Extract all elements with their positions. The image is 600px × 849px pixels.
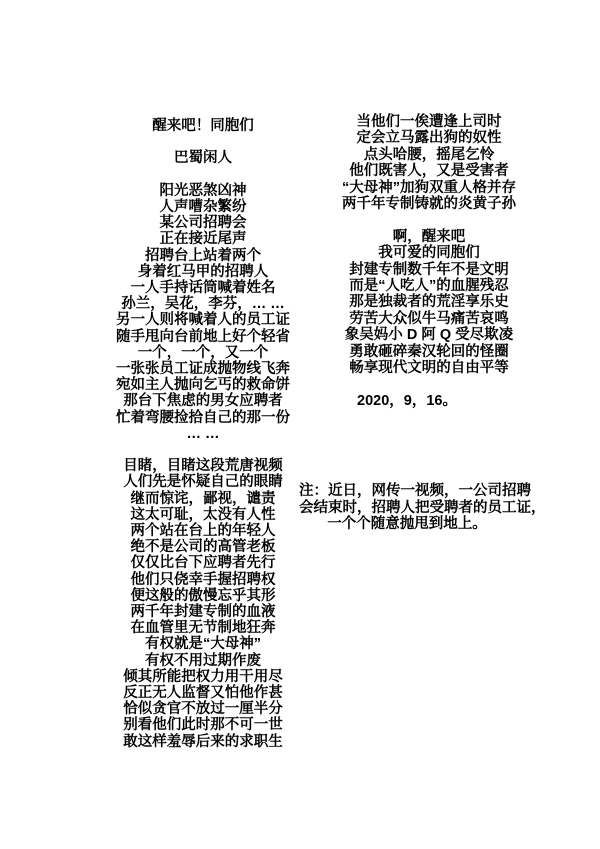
- note-block: [299, 483, 546, 533]
- poem-line: 人们先是怀疑自己的眼睛: [123, 474, 283, 491]
- poem-line: 仅仅比台下应聘者先行: [130, 555, 276, 572]
- poem-line: 随手甩向台前地上好个轻省: [116, 328, 290, 345]
- poem-line: 当他们一俟遭逢上司时: [356, 114, 502, 130]
- poem-line: 一张张员工证成抛物线飞奔: [116, 361, 290, 378]
- poem-line: 恰似贪官不放过一厘半分: [123, 701, 283, 718]
- poem-line: 阳光恶煞凶神: [159, 182, 247, 199]
- poem-line: 他们既害人，又是受害者: [349, 163, 509, 180]
- poem-line: 我可爱的同胞们: [378, 245, 480, 262]
- poem-author: 巴蜀闲人: [174, 150, 232, 167]
- right-column: [299, 114, 559, 533]
- note-line: 注：近日，网传一视频，一公司招聘: [299, 483, 531, 500]
- poem-line: 劳苦大众似牛马痛苦哀鸣: [349, 310, 509, 327]
- poem-line: 那台下焦虑的男女应聘者: [123, 393, 283, 410]
- poem-line: 敢这样羞辱后来的求职生: [123, 733, 283, 750]
- poem-line: 有权就是“大母神”: [145, 636, 261, 653]
- poem-line: 倾其所能把权力用干用尽: [123, 668, 283, 685]
- poem-line: 两千年封建专制的血液: [130, 604, 276, 621]
- poem-line: 身着红马甲的招聘人: [137, 263, 269, 280]
- poem-line: 招聘台上站着两个: [145, 247, 261, 264]
- stanza-4: [299, 229, 559, 377]
- date-line: 2020，9，16。: [357, 392, 457, 409]
- poem-line: 孙兰，吴花，李芬，… …: [121, 296, 285, 313]
- poem-line: 反正无人监督又怕他作甚: [123, 685, 283, 702]
- poem-line: 某公司招聘会: [159, 215, 247, 232]
- poem-line: 这太可耻，太没有人性: [130, 506, 276, 523]
- poem-line: 畅享现代文明的自由平等: [349, 360, 509, 377]
- poem-line: 忙着弯腰捡拾自己的那一份: [116, 409, 290, 426]
- poem-line: 而是“人吃人”的血腥残忍: [349, 278, 509, 295]
- poem-line: 另一人则将喊着人的员工证: [116, 312, 290, 329]
- poem-line: 便这般的傲慢忘乎其形: [130, 587, 276, 604]
- poem-line: 封建专制数千年不是文明: [349, 261, 509, 278]
- poem-line: 继而惊诧，鄙视，谴责: [130, 490, 276, 507]
- poem-line: 正在接近尾声: [159, 231, 247, 248]
- note-line: 一个个随意抛甩到地上。: [327, 516, 487, 533]
- poem-line: 那是独裁者的荒淫享乐史: [349, 294, 509, 311]
- poem-line: 绝不是公司的高管老板: [130, 539, 276, 556]
- poem-line: 人声嘈杂繁纷: [159, 198, 247, 215]
- poem-line: 一人手持话筒喊着姓名: [130, 280, 276, 296]
- poem-line: 啊，醒来吧: [392, 228, 466, 245]
- poem-line: “大母神”加狗双重人格并存: [342, 179, 516, 196]
- poem-line: 一个，一个，又一个: [137, 344, 269, 361]
- poem-line: 勇敢砸碎秦汉轮回的怪圈: [349, 343, 509, 360]
- poem-line: 点头哈腰，摇尾乞怜: [363, 146, 495, 163]
- poem-line: 定会立马露出狗的奴性: [356, 130, 502, 147]
- poem-line: 别看他们此时那不可一世: [123, 717, 283, 734]
- poem-line: 两个站在台上的年轻人: [130, 523, 276, 540]
- poem-line: 在血管里无节制地狂奔: [130, 620, 276, 637]
- stanza-3: [299, 114, 559, 212]
- poem-line: 有权不用过期作废: [145, 652, 261, 669]
- poem-line: 他们只侥幸手握招聘权: [130, 571, 276, 588]
- poem-line: 象吴妈小 D 阿 Q 受尽欺凌: [344, 327, 514, 344]
- note-line: 会结束时，招聘人把受聘者的员工证，: [299, 499, 546, 516]
- poem-line: 两千年专制铸就的炎黄子孙: [342, 196, 516, 213]
- poem-line: 宛如主人抛向乞丐的救命饼: [116, 377, 290, 394]
- poem-line: 目睹，目睹这段荒唐视频: [123, 458, 283, 475]
- poem-line: … …: [186, 425, 220, 442]
- poem-title: 醒来吧！同胞们: [152, 118, 254, 134]
